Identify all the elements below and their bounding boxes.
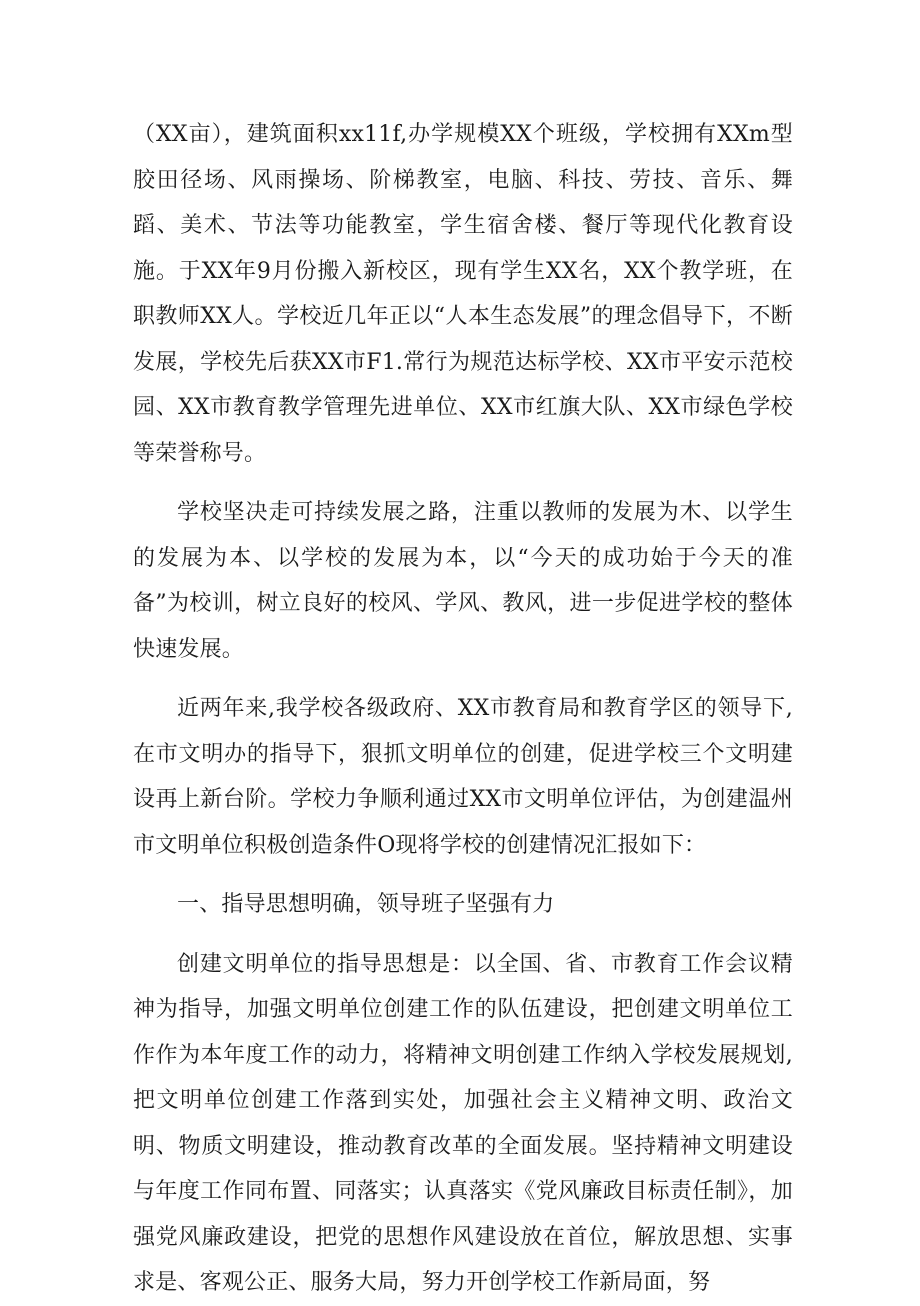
paragraph-development-path: 学校坚决走可持续发展之路，注重以教师的发展为木、以学生的发展为本、以学校的发展为本，以“今天的成功始于今天的准备”为校训，树立良好的校风、学风、教风，进一步促进学校的整体快速发展。 xyxy=(133,500,793,662)
section-heading-guiding-ideology: 一、指导思想明确，领导班子坚强有力 xyxy=(177,892,555,917)
paragraph-recent-years: 近两年来,我学校各级政府、XX市教育局和教育学区的领导下,在市文明办的指导下，狠抓文明单位的创建，促进学校三个文明建设再上新台阶。学校力争顺利通过XX市文明单位评估，为创建温州市文明单位积极创造条件O现将学校的创建情况汇报如下： xyxy=(133,696,793,858)
paragraph-guiding-ideology: 创建文明单位的指导思想是：以全国、省、市教育工作会议精神为指导，加强文明单位创建工作的队伍建设，把创建文明单位工作作为本年度工作的动力，将精神文明创建工作纳入学校发展规划,把文明单位创建工作落到实处，加强社会主义精神文明、政治文明、物质文明建设，推动教育改革的全面发展。坚持精神文明建设与年度工作同布置、同落实；认真落实《党风廉政目标责任制》，加强党风廉政建设，把党的思想作风建设放在首位，解放思想、实事求是、客观公正、服务大局，努力开创学校工作新局面，努 xyxy=(133,951,793,1295)
document-body xyxy=(133,112,793,1306)
paragraph-school-overview: （XX亩），建筑面积xx11f,办学规模XX个班级，学校拥有XXm型胶田径场、风雨操场、阶梯教室，电脑、科技、劳技、音乐、舞蹈、美术、节法等功能教室，学生宿舍楼、餐厅等现代化教育设施。于XX年9月份搬入新校区，现有学生XX名，XX个教学班，在职教师XX人。学校近几年正以“人本生态发展”的理念倡导下，不断发展，学校先后获XX市F1.常行为规范达标学校、XX市平安示范校园、XX市教育教学管理先进单位、XX市红旗大队、XX市绿色学校等荣誉称号。 xyxy=(133,122,793,466)
